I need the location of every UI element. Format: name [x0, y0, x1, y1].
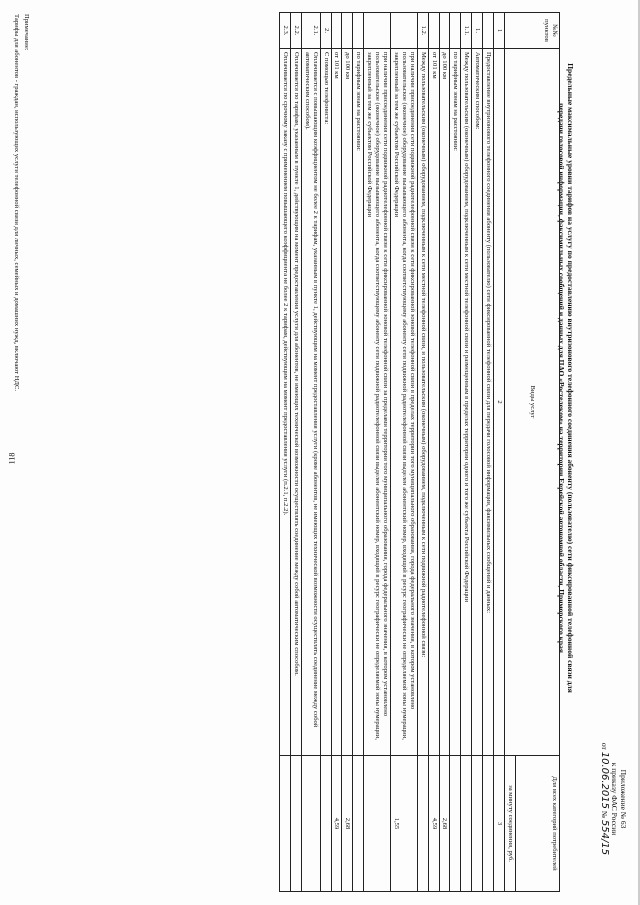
table-row [342, 13, 353, 892]
row-service-text: от 101 км [331, 49, 342, 756]
table-row [417, 13, 428, 892]
annex-from-label: от [600, 742, 609, 750]
row-num [391, 13, 418, 49]
row-num: 2.3. [280, 13, 291, 49]
index-cell: 2 [494, 49, 505, 756]
row-num [439, 13, 450, 49]
row-value [472, 756, 483, 892]
row-value: 1,55 [391, 756, 418, 892]
row-service-text: при наличии присоединения сети подвижной радиотелефонной связи к сети фиксированной зоновой телефонной связи за пределами территории того муниципального образования, города федерального значения, в котором установлено пользовательское (оконечное) оборудование вызывающего абонента, когда соответствующему абоненту сети подвижной радиотелефонной связи выделен абонентский номер, входящий в ресурс географически не определяемой зоны нумерации, закрепленный за тем же субъектом Российской Федерации [364, 49, 391, 756]
row-value [364, 756, 391, 892]
table-row [301, 13, 320, 892]
row-num: 2. [320, 13, 331, 49]
table-row [280, 13, 291, 892]
table-row [364, 13, 391, 892]
row-service-text: Оплачивается по срочному заказу с применением повышающего коэффициента не более 2 к тарифам, действующим на момент предоставления услуги (п.2.1, п.2.2). [280, 49, 291, 756]
row-service-text: по тарифным зонам на расстоянии: [353, 49, 364, 756]
row-num [331, 13, 342, 49]
row-num [342, 13, 353, 49]
row-value: 4,59 [331, 756, 342, 892]
annex-date-line [598, 704, 610, 894]
table-row [320, 13, 331, 892]
document-title: Предельные максимальные уровни тарифов на услугу по предоставлению внутризонового телефонного соединения абоненту (пользователю) сети фиксированной телефонной связи для передачи голосовой информации, факсимильных сообщений и данных для ПАО «Ростелеком» на территории Еврейской автономной области, Приморского края [557, 63, 575, 693]
annex-number-label: № [600, 810, 609, 819]
tariff-table [279, 12, 560, 892]
note-text: Тарифы для абонентов - граждан, использующих услуги телефонной связи для личных, семейных и домашних нужд, включают НДС. [13, 14, 20, 392]
row-num: 1.2. [417, 13, 428, 49]
row-service-text: до 100 км [342, 49, 353, 756]
row-value [290, 756, 301, 892]
row-service-text: Оплачивается с повышающим коэффициентом не более 2 к тарифам, указанным в пункте 1, действующим на момент предоставления услуги (кроме абонентов, не имеющих технической возможности осуществлять соединение между собой автоматическим способом). [301, 49, 320, 756]
row-num [428, 13, 439, 49]
table-row [290, 13, 301, 892]
row-num [450, 13, 461, 49]
table-row [472, 13, 483, 892]
row-num: 2.2. [290, 13, 301, 49]
document-body [10, 8, 630, 898]
index-cell: 3 [494, 756, 505, 892]
row-service-text: Автоматическим способом: [472, 49, 483, 756]
table-row [483, 13, 494, 892]
row-service-text: Предоставление внутризонового телефонного соединения абоненту (пользователю) сети фиксированной телефонной связи для передачи голосовой информации, факсимильных сообщений и данных: [483, 49, 494, 756]
annex-title: Приложение № 63 [619, 769, 628, 829]
index-cell: 1 [494, 13, 505, 49]
row-value [450, 756, 461, 892]
row-service-text: Между пользовательским (оконечным) оборудованием, подключенным к сети местной телефонной связи, и пользовательским (оконечным) оборудованием, подключенным к сети подвижной радиотелефонной связи: [417, 49, 428, 756]
row-value: 4,59 [428, 756, 439, 892]
table-body [280, 13, 494, 892]
header-service: Виды услуг [505, 49, 560, 756]
row-service-text: С помощью телефониста: [320, 49, 331, 756]
row-service-text: до 100 км [439, 49, 450, 756]
table-row [391, 13, 418, 892]
row-value: 2,68 [439, 756, 450, 892]
row-value [301, 756, 320, 892]
row-num [364, 13, 391, 49]
row-service-text: по тарифным зонам на расстоянии: [450, 49, 461, 756]
note-label: Примечание: [23, 14, 30, 51]
row-num: 1.1. [461, 13, 472, 49]
table-row [461, 13, 472, 892]
row-service-text: от 101 км [428, 49, 439, 756]
row-value: 2,68 [342, 756, 353, 892]
row-num: 2.1. [301, 13, 320, 49]
header-price-sub: за минуту соединения, руб. [505, 756, 516, 892]
rotated-content [10, 8, 630, 898]
annex-number: 554/15 [599, 819, 610, 856]
table-row [439, 13, 450, 892]
header-num: №№ пунктов [505, 13, 560, 49]
row-value [483, 756, 494, 892]
annex-header [598, 704, 628, 894]
row-value [461, 756, 472, 892]
row-num [483, 13, 494, 49]
page-number: 118 [7, 452, 17, 465]
row-service-text: при наличии присоединения сети подвижной радиотелефонной связи к сети фиксированной зоновой телефонной связи в пределах территории того муниципального образования, города федерального значения, в котором установлено пользовательское (оконечное) оборудование вызывающего абонента, когда соответствующему абоненту сети подвижной радиотелефонной связи выделен абонентский номер, входящий в ресурс географически не определяемой зоны нумерации, закрепленный за тем же субъектом Российской Федерации [391, 49, 418, 756]
table-header-row [516, 13, 560, 892]
row-value [353, 756, 364, 892]
row-value [280, 756, 291, 892]
annex-order: к приказу ФАС России [610, 762, 619, 836]
header-price-main: Для всех категорий потребителей [516, 756, 560, 892]
table-row [428, 13, 439, 892]
row-value [320, 756, 331, 892]
row-num: 1. [472, 13, 483, 49]
table-row [331, 13, 342, 892]
row-service-text: Между пользовательским (оконечным) оборудованием, подключенным к сети местной телефонной связи и размещенным в пределах территории одного и того же субъекта Российской Федерации [461, 49, 472, 756]
table-row [353, 13, 364, 892]
annex-date: 10.06.2015 [599, 751, 610, 809]
table-index-row [494, 13, 505, 892]
row-num [353, 13, 364, 49]
row-value [417, 756, 428, 892]
row-service-text: Оплачивается по тарифам, указанным в пункте 1, действующим на момент предоставления услуги для абонентов, не имеющих технической возможности осуществлять соединение между собой автоматическим способом. [290, 49, 301, 756]
table-row [450, 13, 461, 892]
